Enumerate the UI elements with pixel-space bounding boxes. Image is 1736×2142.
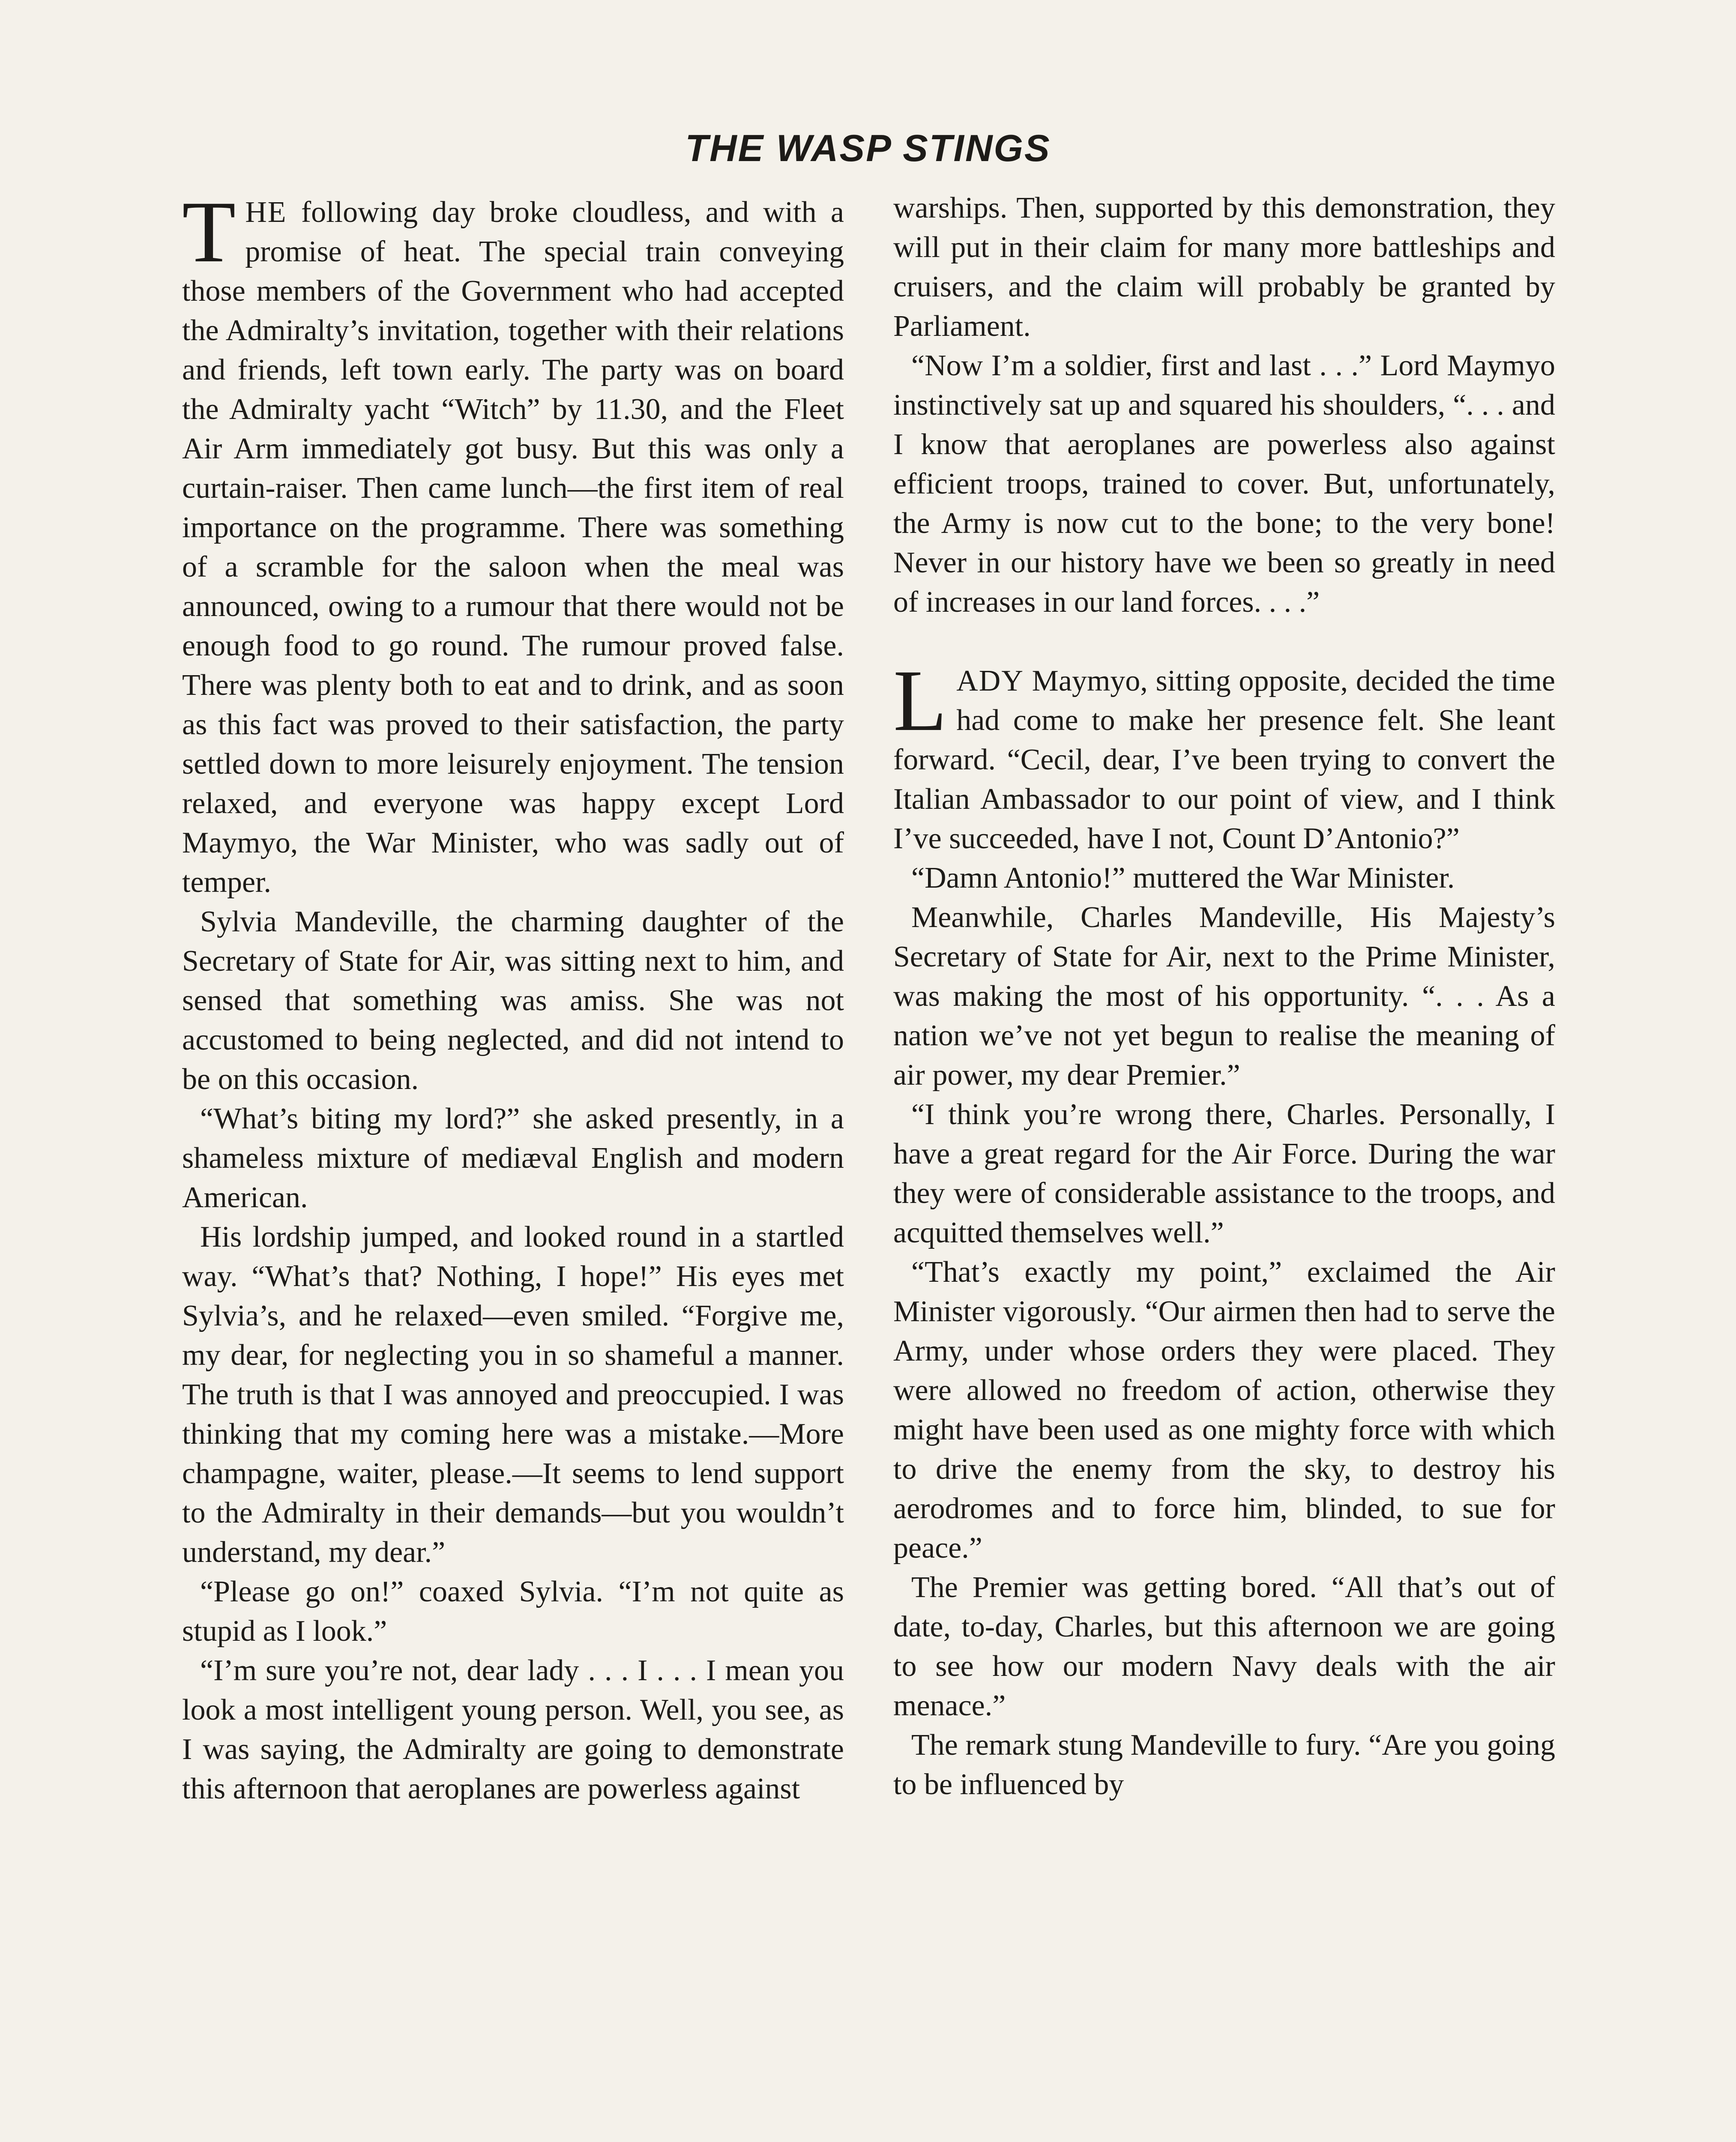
right-text-column: [893, 188, 1555, 1804]
paragraph: “Please go on!” coaxed Sylvia. “I’m not quite as stupid as I look.”: [182, 1575, 844, 1648]
opening-paragraph: [182, 183, 844, 902]
drop-cap-letter: L: [893, 652, 947, 749]
paragraph: “Now I’m a soldier, first and last . . .” Lord Maymyo instinctively sat up and squared his shoulders, “. . . and I know that aeroplanes are powerless also against efficient troops, trained to cover. But, unfortunately, the Army is now cut to the bone; to the very bone! Never in our history have we been so greatly in need of increases in our land forces. . . .”: [893, 349, 1555, 619]
paragraph: His lordship jumped, and looked round in a startled way. “What’s that? Nothing, I hope!” His eyes met Sylvia’s, and he relaxed—even smiled. “Forgive me, my dear, for neglecting you in so shameful a manner. The truth is that I was annoyed and preoccupied. I was thinking that my coming here was a mistake.—More champagne, waiter, please.—It seems to lend support to the Admiralty in their demands—but you wouldn’t understand, my dear.”: [182, 1221, 844, 1569]
paragraph: “I’m sure you’re not, dear lady . . . I . . . I mean you look a most intelligent young person. Well, you see, as I was saying, the Admiralty are going to demonstrate this afternoon that aeroplanes are powerless against: [182, 1654, 844, 1805]
drop-cap-letter: T: [182, 183, 236, 281]
small-caps-lead: ADY: [956, 664, 1024, 697]
left-text-column: [182, 183, 844, 1809]
paragraph: Meanwhile, Charles Mandeville, His Majesty’s Secretary of State for Air, next to the Prime Minister, was making the most of his opportunity. “. . . As a nation we’ve not yet begun to realise the meaning of air power, my dear Premier.”: [893, 901, 1555, 1092]
paragraph: Sylvia Mandeville, the charming daughter of the Secretary of State for Air, was sitting next to him, and sensed that something was amiss. She was not accustomed to being neglected, and did not intend to be on this occasion.: [182, 905, 844, 1096]
paragraph: “I think you’re wrong there, Charles. Personally, I have a great regard for the Air Force. During the war they were of considerable assistance to the troops, and acquitted themselves well.”: [893, 1098, 1555, 1249]
small-caps-lead: HE: [245, 196, 287, 229]
paragraph-text: Maymyo, sitting opposite, decided the time had come to make her presence felt. She leant forward. “Cecil, dear, I’ve been trying to convert the Italian Ambassador to our point of view, and I think I’ve succeeded, have I not, Count D’Antonio?”: [893, 664, 1555, 855]
section-opening-paragraph: [893, 652, 1555, 859]
paragraph: “That’s exactly my point,” exclaimed the Air Minister vigorously. “Our airmen then had to serve the Army, under whose orders they were placed. They were allowed no freedom of action, otherwise they might have been used as one mighty force with which to drive the enemy from the sky, to destroy his aerodromes and to force him, blinded, to sue for peace.”: [893, 1256, 1555, 1565]
chapter-title: THE WASP STINGS: [685, 127, 1051, 169]
continued-paragraph: warships. Then, supported by this demonstration, they will put in their claim for many more battleships and cruisers, and the claim will probably be granted by Parliament.: [893, 191, 1555, 343]
paragraph: “Damn Antonio!” muttered the War Minister.: [911, 862, 1455, 894]
paragraph: The Premier was getting bored. “All that’s out of date, to-day, Charles, but this afternoon we are going to see how our modern Navy deals with the air menace.”: [893, 1571, 1555, 1722]
paragraph: “What’s biting my lord?” she asked presently, in a shameless mixture of mediæval English and modern American.: [182, 1102, 844, 1214]
paragraph: The remark stung Mandeville to fury. “Are you going to be influenced by: [893, 1729, 1555, 1801]
paragraph-text: following day broke cloudless, and with a promise of heat. The special train conveying those members of the Government who had accepted the Admiralty’s invitation, together with their relations and friends, left town early. The party was on board the Admiralty yacht “Witch” by 11.30, and the Fleet Air Arm immediately got busy. But this was only a curtain-raiser. Then came lunch—the first item of real importance on the programme. There was something of a scramble for the saloon when the meal was announced, owing to a rumour that there would not be enough food to go round. The rumour proved false. There was plenty both to eat and to drink, and as soon as this fact was proved to their satisfaction, the party settled down to more leisurely enjoyment. The tension relaxed, and everyone was happy except Lord Maymyo, the War Minister, who was sadly out of temper.: [182, 196, 844, 899]
